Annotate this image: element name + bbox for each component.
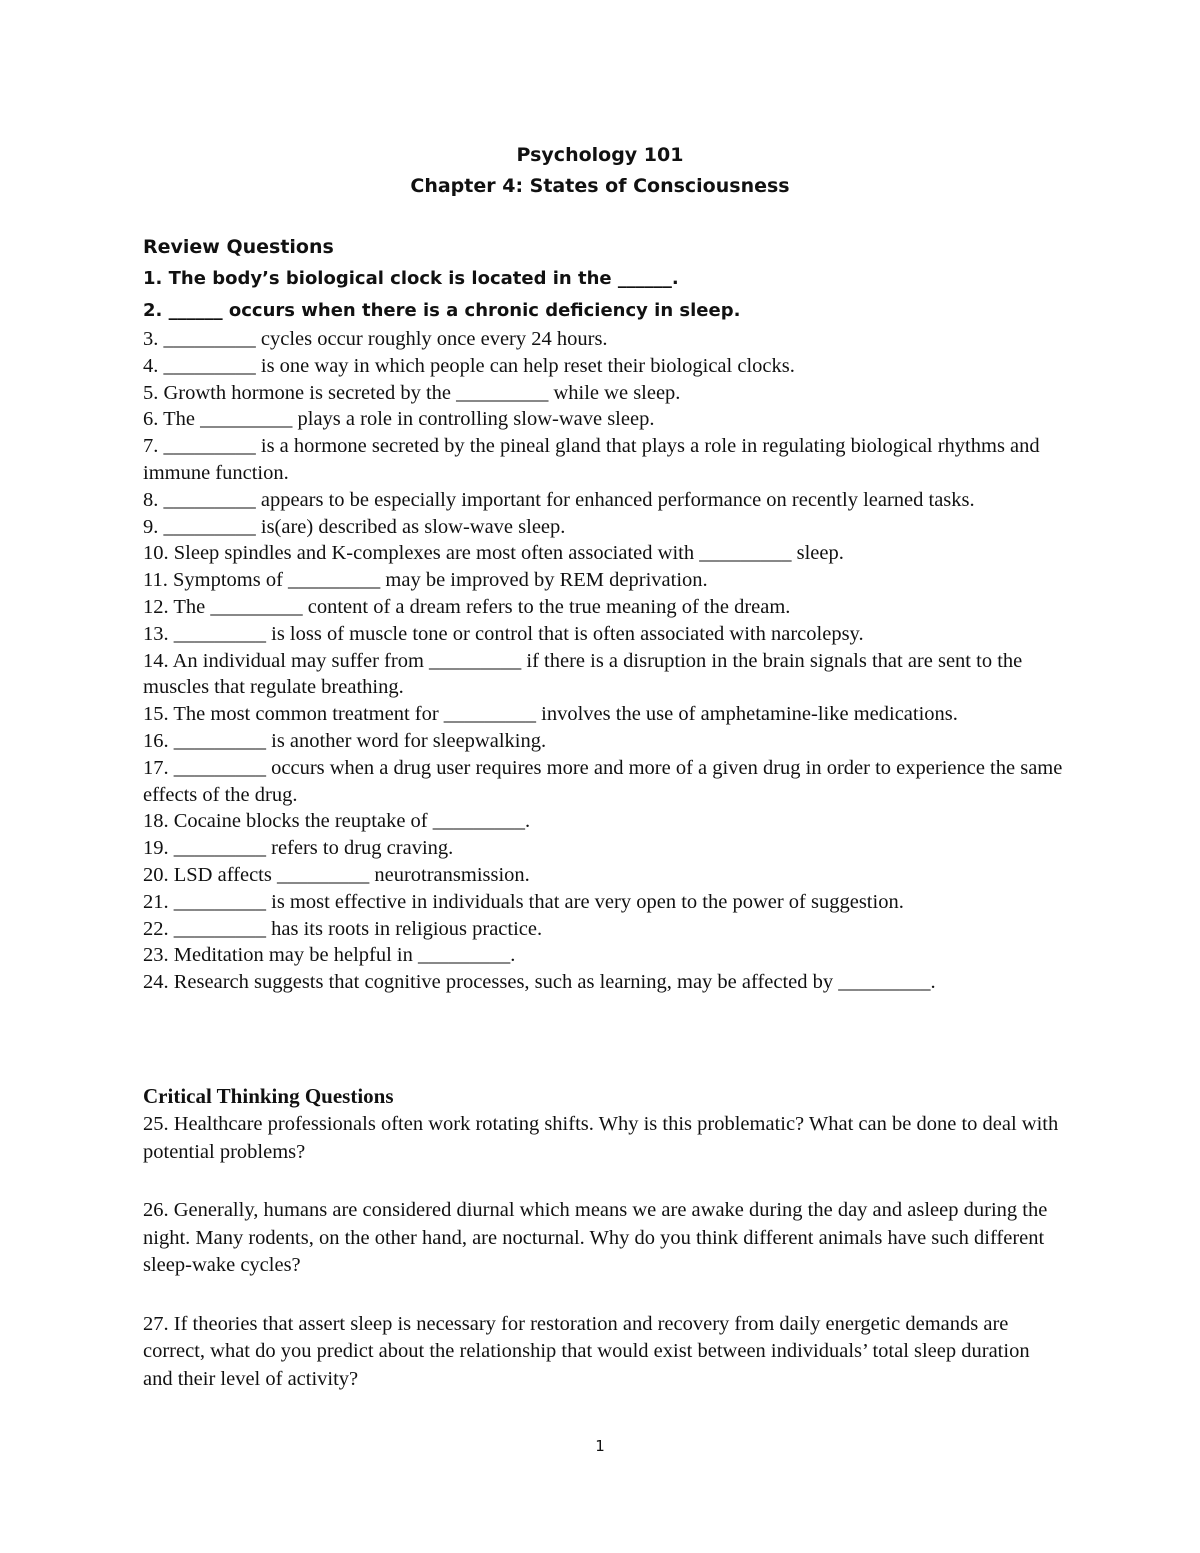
question-21: 21. _________ is most effective in individuals that are very open to the power of suggestion. (143, 890, 904, 913)
page-number: 1 (595, 1437, 605, 1455)
question-3: 3. _________ cycles occur roughly once every 24 hours. (143, 328, 608, 350)
critical-thinking-heading: Critical Thinking Questions (143, 1084, 394, 1108)
question-23: 23. Meditation may be helpful in _________. (143, 944, 516, 967)
question-13: 13. _________ is loss of muscle tone or control that is often associated with narcolepsy. (143, 622, 864, 645)
question-10: 10. Sleep spindles and K-complexes are most often associated with _________ sleep. (143, 542, 844, 565)
question-8: 8. _________ appears to be especially important for enhanced performance on recently learned tasks. (143, 488, 975, 511)
question-20: 20. LSD affects _________ neurotransmission. (143, 863, 530, 886)
question-2: 2. ______ occurs when there is a chronic deficiency in sleep. (143, 300, 741, 321)
review-questions-heading: Review Questions (143, 236, 334, 258)
question-24: 24. Research suggests that cognitive processes, such as learning, may be affected by _________. (143, 971, 936, 994)
review-questions-list (143, 326, 1063, 996)
question-1: 1. The body’s biological clock is located in the ______. (143, 268, 679, 289)
question-25: 25. Healthcare professionals often work rotating shifts. Why is this problematic? What can be done to deal with potential problems? (143, 1113, 1059, 1163)
question-22: 22. _________ has its roots in religious practice. (143, 917, 543, 940)
chapter-title: Chapter 4: States of Consciousness (410, 175, 790, 197)
question-5: 5. Growth hormone is secreted by the _________ while we sleep. (143, 381, 681, 404)
document-title (0, 140, 1200, 202)
question-15: 15. The most common treatment for _________ involves the use of amphetamine-like medications. (143, 703, 958, 726)
course-title: Psychology 101 (516, 144, 684, 166)
question-9: 9. _________ is(are) described as slow-wave sleep. (143, 515, 566, 538)
question-18: 18. Cocaine blocks the reuptake of _________. (143, 810, 531, 833)
question-6: 6. The _________ plays a role in controlling slow-wave sleep. (143, 408, 655, 431)
question-11: 11. Symptoms of _________ may be improved by REM deprivation. (143, 569, 708, 592)
question-19: 19. _________ refers to drug craving. (143, 837, 454, 860)
question-17: 17. _________ occurs when a drug user requires more and more of a given drug in order to experience the same effects of the drug. (143, 756, 1063, 806)
question-7: 7. _________ is a hormone secreted by the pineal gland that plays a role in regulating biological rhythms and immune function. (143, 435, 1040, 484)
question-16: 16. _________ is another word for sleepwalking. (143, 729, 547, 752)
question-4: 4. _________ is one way in which people can help reset their biological clocks. (143, 354, 795, 377)
question-27: 27. If theories that assert sleep is necessary for restoration and recovery from daily energetic demands are correct, what do you predict about the relationship that would exist between individuals’ total sleep duration and their level of activity? (143, 1312, 1030, 1390)
question-26: 26. Generally, humans are considered diurnal which means we are awake during the day and asleep during the night. Many rodents, on the other hand, are nocturnal. Why do you think different animals have such different sleep-wake cycles? (143, 1199, 1048, 1276)
critical-thinking-list (143, 1111, 1063, 1424)
question-12: 12. The _________ content of a dream refers to the true meaning of the dream. (143, 595, 791, 618)
question-14: 14. An individual may suffer from _________ if there is a disruption in the brain signals that are sent to the muscles that regulate breathing. (143, 649, 1023, 699)
